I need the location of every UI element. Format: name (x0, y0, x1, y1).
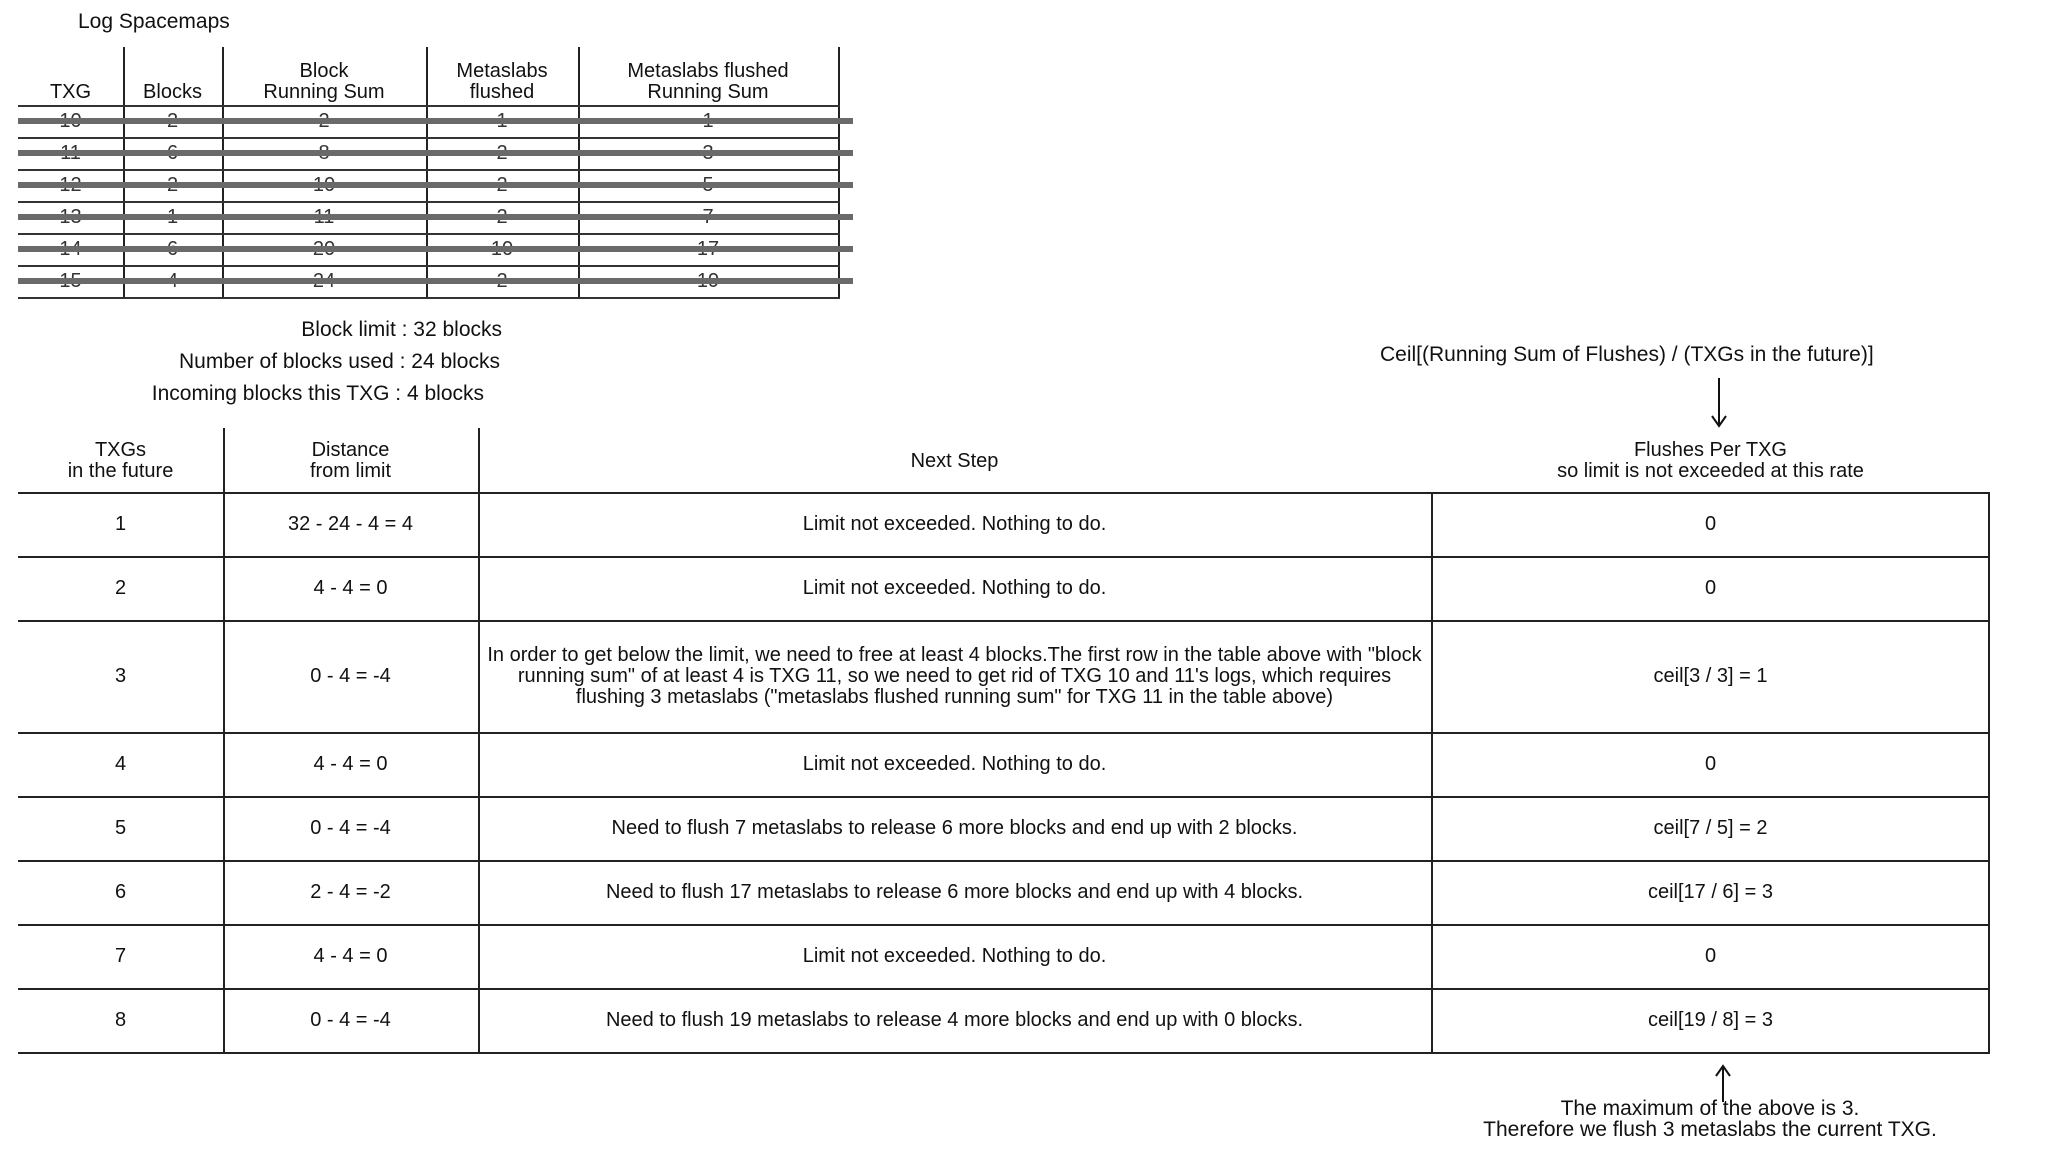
column-divider (1431, 492, 1433, 1054)
future-cell: 1 (114, 512, 127, 535)
future-header-cell: Next Step (910, 449, 999, 472)
future-cell: 0 (1704, 576, 1717, 599)
column-divider (1988, 492, 1990, 1054)
future-header-cell: TXGs in the future (67, 439, 174, 482)
block-limit-text: Block limit : 32 blocks (301, 318, 502, 341)
future-cell: Limit not exceeded. Nothing to do. (802, 944, 1107, 967)
log-row (18, 105, 840, 137)
strikethrough-line (18, 118, 853, 124)
log-spacemaps-title: Log Spacemaps (78, 10, 230, 33)
future-row (18, 556, 1990, 620)
log-spacemaps-table (18, 47, 840, 299)
strikethrough-line (18, 150, 853, 156)
log-header-cell: Metaslabs flushed (456, 60, 548, 103)
future-header-cell: Flushes Per TXG so limit is not exceeded at this rate (1557, 439, 1864, 482)
future-table-header (18, 430, 1990, 492)
future-cell: ceil[19 / 8] = 3 (1647, 1008, 1774, 1031)
future-row (18, 796, 1990, 860)
future-cell: Need to flush 19 metaslabs to release 4 more blocks and end up with 0 blocks. (605, 1008, 1304, 1031)
log-row (18, 265, 840, 297)
future-header-cell: Distance from limit (309, 439, 392, 482)
future-cell: Limit not exceeded. Nothing to do. (802, 752, 1107, 775)
future-cell: Need to flush 7 metaslabs to release 6 more blocks and end up with 2 blocks. (611, 816, 1298, 839)
log-header-cell: Blocks (143, 81, 202, 103)
future-cell: 0 (1704, 752, 1717, 775)
future-row (18, 860, 1990, 924)
log-row (18, 233, 840, 265)
arrow-down-icon (1708, 378, 1730, 430)
row-divider (18, 1052, 1990, 1054)
future-cell: 0 - 4 = -4 (310, 664, 391, 687)
future-cell: 0 - 4 = -4 (310, 816, 391, 839)
log-row (18, 137, 840, 169)
incoming-blocks-text: Incoming blocks this TXG : 4 blocks (151, 382, 484, 405)
future-cell: Need to flush 17 metaslabs to release 6 more blocks and end up with 4 blocks. (605, 880, 1304, 903)
future-cell: 6 (114, 880, 127, 903)
future-row (18, 492, 1990, 556)
future-row (18, 988, 1990, 1052)
flush-formula: Ceil[(Running Sum of Flushes) / (TXGs in the future)] (1380, 343, 1874, 366)
column-divider (223, 492, 225, 1054)
future-cell: 32 - 24 - 4 = 4 (287, 512, 414, 535)
future-cell: 0 (1704, 944, 1717, 967)
future-cell: ceil[7 / 5] = 2 (1653, 816, 1768, 839)
header-divider-line (223, 428, 225, 492)
log-row (18, 169, 840, 201)
future-cell: In order to get below the limit, we need to free at least 4 blocks.The first row in the table above with "block running sum" of at least 4 is TXG 11, so we need to get rid of TXG 10 and 11's logs, which requires flushing 3 metaslabs ("metaslabs flushed running sum" for TXG 11 in the table above) (487, 643, 1422, 708)
strikethrough-line (18, 182, 853, 188)
future-cell: 2 (114, 576, 127, 599)
future-cell: 7 (114, 944, 127, 967)
future-cell: 3 (114, 664, 127, 687)
future-row (18, 620, 1990, 732)
row-divider (18, 297, 840, 299)
log-header-cell: Block Running Sum (263, 60, 385, 103)
strikethrough-line (18, 214, 853, 220)
log-header-cell: TXG (49, 81, 92, 103)
future-cell: 0 - 4 = -4 (310, 1008, 391, 1031)
strikethrough-line (18, 278, 853, 284)
strikethrough-line (18, 246, 853, 252)
header-divider-line (478, 428, 480, 492)
conclusion-text: The maximum of the above is 3. Therefore we flush 3 metaslabs the current TXG. (1483, 1097, 1937, 1141)
blocks-used-text: Number of blocks used : 24 blocks (179, 350, 500, 373)
future-cell: 4 - 4 = 0 (313, 944, 388, 967)
future-cell: 5 (114, 816, 127, 839)
column-divider (478, 492, 480, 1054)
future-row (18, 924, 1990, 988)
future-cell: Limit not exceeded. Nothing to do. (802, 576, 1107, 599)
future-cell: 8 (114, 1008, 127, 1031)
future-row (18, 732, 1990, 796)
future-cell: 4 (114, 752, 127, 775)
log-header-cell: Metaslabs flushed Running Sum (627, 60, 789, 103)
future-cell: 2 - 4 = -2 (310, 880, 391, 903)
future-cell: ceil[17 / 6] = 3 (1647, 880, 1774, 903)
future-cell: 4 - 4 = 0 (313, 576, 388, 599)
future-cell: 4 - 4 = 0 (313, 752, 388, 775)
future-cell: Limit not exceeded. Nothing to do. (802, 512, 1107, 535)
future-cell: 0 (1704, 512, 1717, 535)
log-row (18, 201, 840, 233)
future-cell: ceil[3 / 3] = 1 (1653, 664, 1768, 687)
